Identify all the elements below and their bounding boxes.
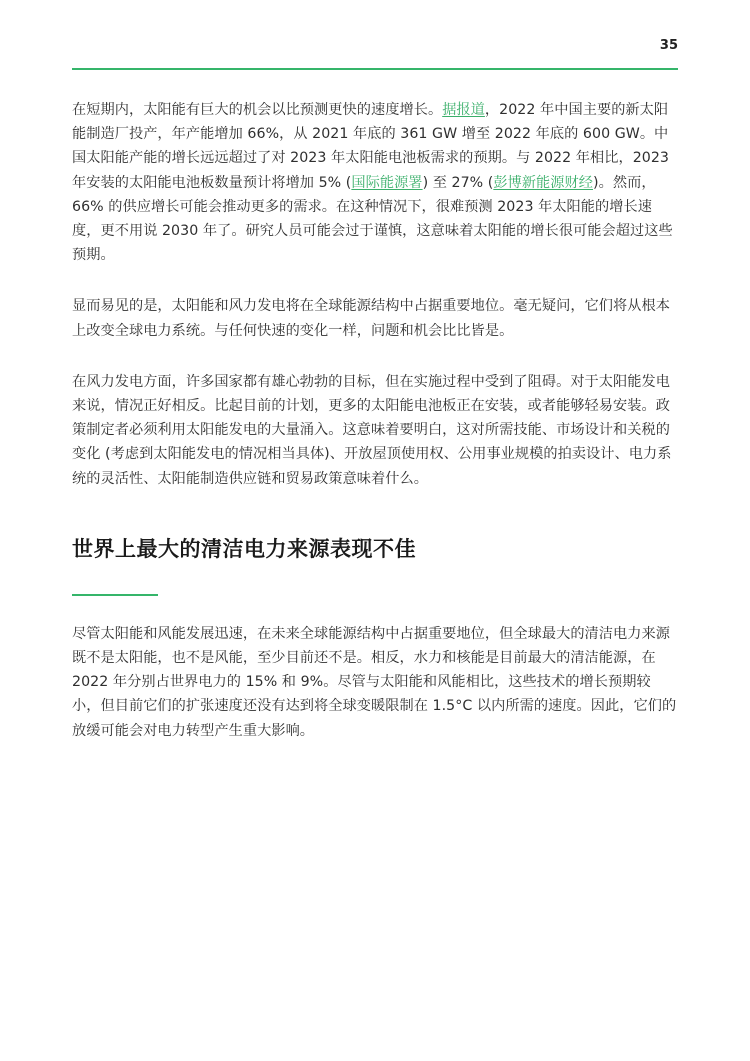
page-number: 35	[659, 38, 678, 53]
link-bnef[interactable]: 彭博新能源财经	[493, 174, 594, 191]
section-heading: 世界上最大的清洁电力来源表现不佳	[72, 536, 416, 561]
text-segment: 在短期内，太阳能有巨大的机会以比预测更快的速度增长。	[72, 102, 443, 118]
page-content	[72, 98, 678, 770]
paragraph-wind-solar-policy: 在风力发电方面，许多国家都有雄心勃勃的目标，但在实施过程中受到了阻碍。对于太阳能发电来说，情况正好相反。比起目前的计划，更多的太阳能电池板正在安装，或者能够轻易安装。政策制定者必须利用太阳能发电的大量涌入。这意味着要明白，这对所需技能、市场设计和关税的变化 (考虑到太阳能发电的情况相当具体)、开放屋顶使用权、公用事业规模的拍卖设计、电力系统的灵活性、太阳能制造供应链和贸易政策意味着什么。	[72, 373, 672, 487]
header-divider	[72, 68, 678, 70]
heading-underline	[72, 594, 158, 596]
link-iea[interactable]: 国际能源署	[351, 174, 423, 191]
paragraph-energy-mix: 显而易见的是，太阳能和风力发电将在全球能源结构中占据重要地位。毫无疑问，它们将从根本上改变全球电力系统。与任何快速的变化一样，问题和机会比比皆是。	[72, 298, 670, 339]
text-segment: ，2022 年中国主要的新太阳能制造厂投产，年产能增加 66%，从 2021 年底的 361 GW 增至 2022 年底的 600 GW。中国太阳能产能的增长远远超过了对 2023 年太阳能电池板需求的预期。与 2022 年相比，2023 年安装的太阳能电池板数量预计将增加 5% (	[72, 102, 669, 191]
paragraph-clean-sources: 尽管太阳能和风能发展迅速，在未来全球能源结构中占据重要地位，但全球最大的清洁电力来源既不是太阳能，也不是风能，至少目前还不是。相反，水力和核能是目前最大的清洁能源，在 2022 年分别占世界电力的 15% 和 9%。尽管与太阳能和风能相比，这些技术的增长预期较小，但目前它们的扩张速度还没有达到将全球变暖限制在 1.5°C 以内所需的速度。因此，它们的放缓可能会对电力转型产生重大影响。	[72, 625, 677, 739]
link-reported[interactable]: 据报道	[442, 102, 485, 118]
text-segment: )。然而，66% 的供应增长可能会推动更多的需求。在这种情况下，很难预测 2023 年太阳能的增长速度，更不用说 2030 年了。研究人员可能会过于谨慎，这意味着太阳能的增长很可能会超过这些预期。	[72, 174, 673, 264]
text-segment: ) 至 27% (	[422, 174, 494, 191]
paragraph-solar-growth	[72, 98, 678, 267]
